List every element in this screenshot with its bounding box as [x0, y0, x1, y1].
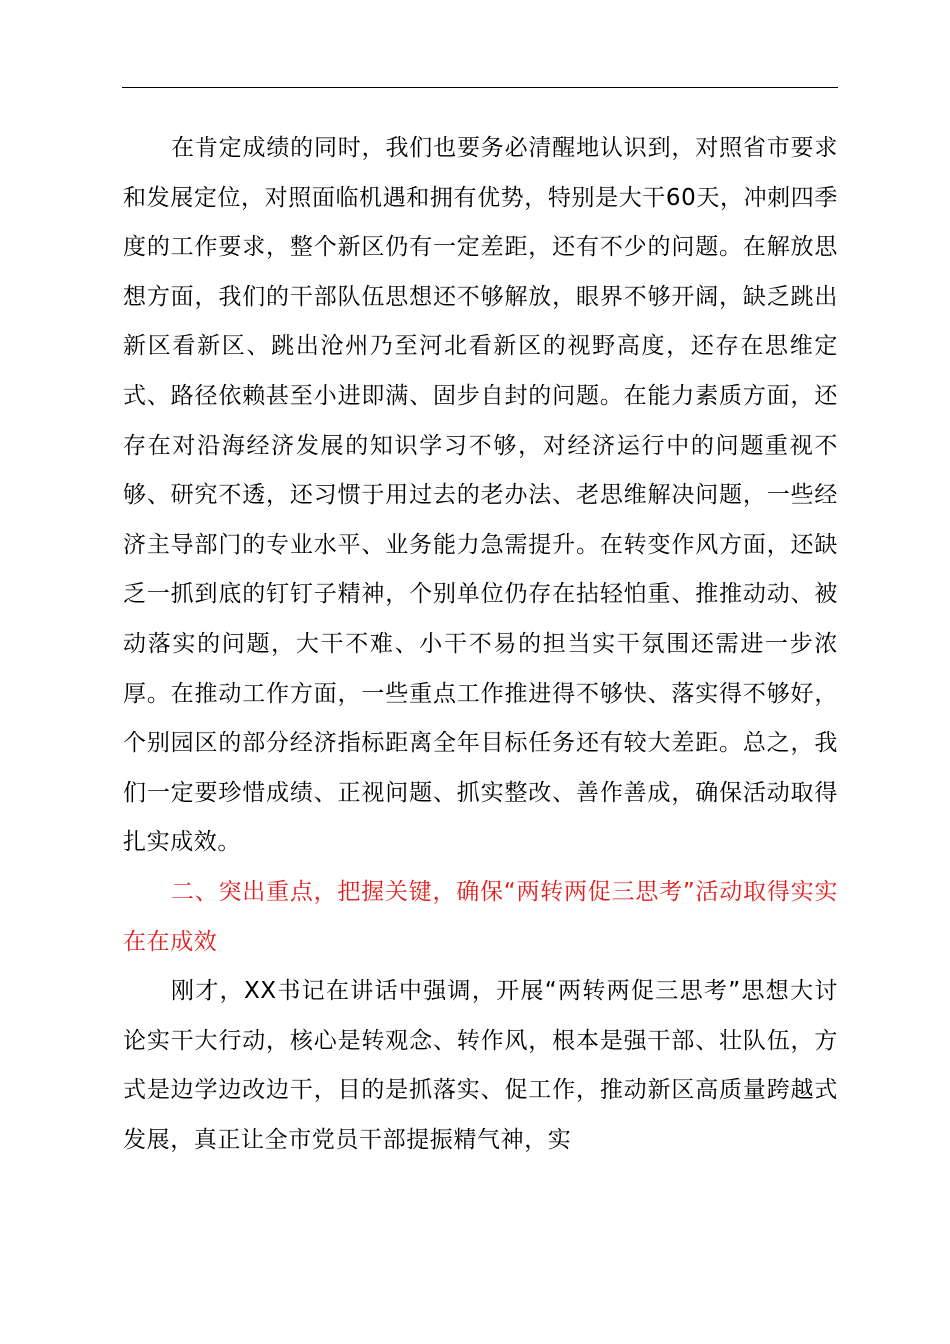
- section-heading: 二、突出重点，把握关键，确保“两转两促三思考”活动取得实实在在成效: [123, 878, 838, 955]
- paragraph-problems: 在肯定成绩的同时，我们也要务必清醒地认识到，对照省市要求和发展定位，对照面临机遇和拥有优势，特别是大干60天，冲刺四季度的工作要求，整个新区仍有一定差距，还有不少的问题。在解放思想方面，我们的干部队伍思想还不够解放，眼界不够开阔，缺乏跳出新区看新区、跳出沧州乃至河北看新区的视野高度，还存在思维定式、路径依赖甚至小进即满、固步自封的问题。在能力素质方面，还存在对沿海经济发展的知识学习不够，对经济运行中的问题重视不够、研究不透，还习惯于用过去的老办法、老思维解决问题，一些经济主导部门的专业水平、业务能力急需提升。在转变作风方面，还缺乏一抓到底的钉钉子精神，个别单位仍存在拈轻怕重、推推动动、被动落实的问题，大干不难、小干不易的担当实干氛围还需进一步浓厚。在推动工作方面，一些重点工作推进得不够快、落实得不够好，个别园区的部分经济指标距离全年目标任务还有较大差距。总之，我们一定要珍惜成绩、正视问题、抓实整改、善作善成，确保活动取得扎实成效。: [123, 135, 838, 856]
- document-body: [123, 124, 838, 1165]
- header-divider: [122, 87, 838, 88]
- paragraph-remarks: 刚才，XX书记在讲话中强调，开展“两转两促三思考”思想大讨论实干大行动，核心是转观念、转作风，根本是强干部、壮队伍，方式是边学边改边干，目的是抓落实、促工作，推动新区高质量跨越式发展，真正让全市党员干部提振精气神，实: [123, 978, 838, 1153]
